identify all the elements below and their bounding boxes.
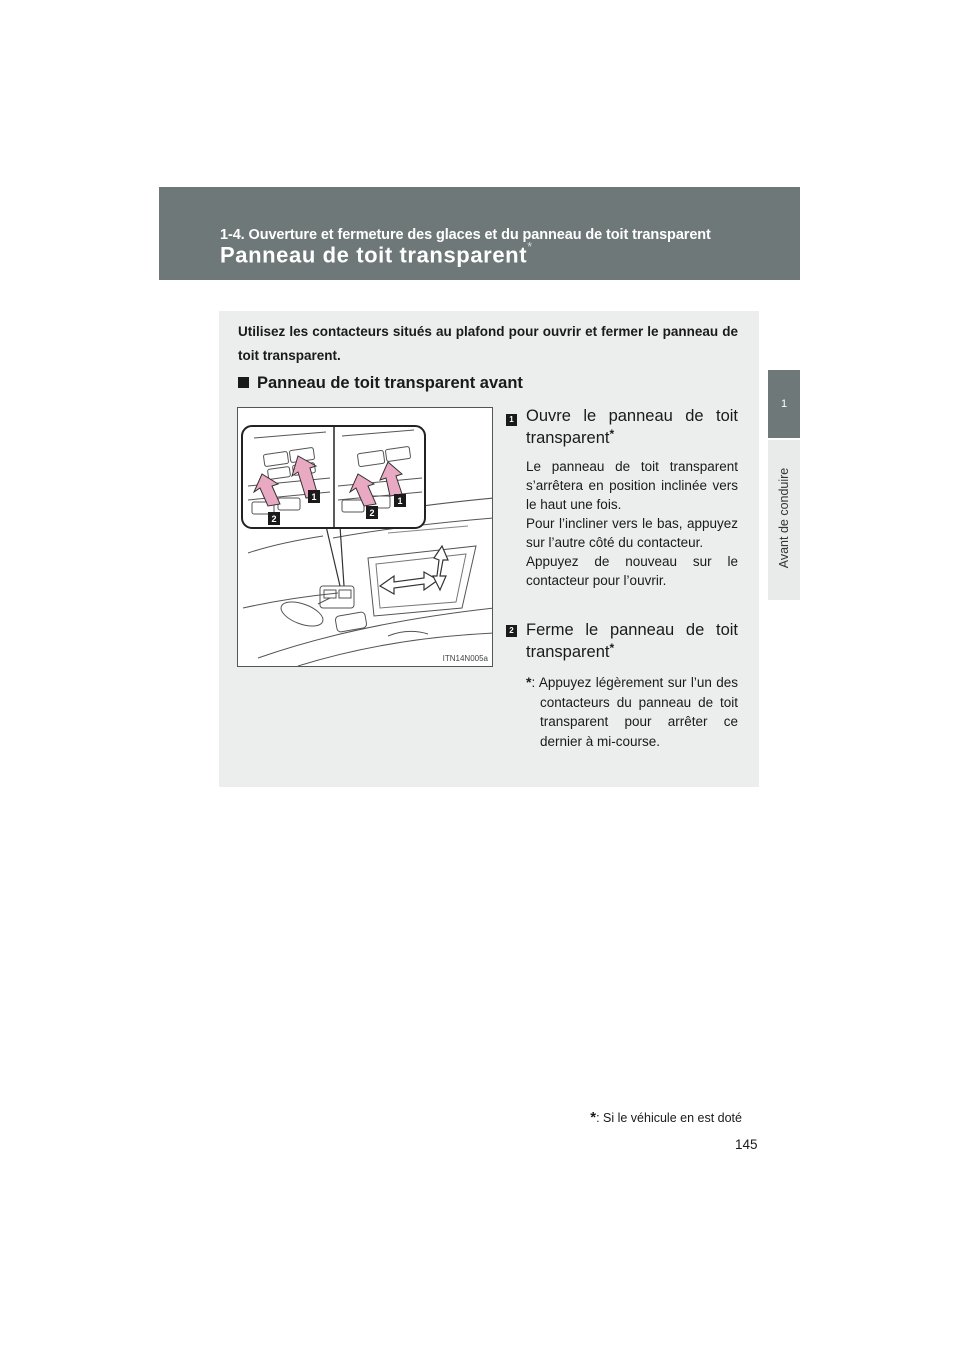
page-title-text: Panneau de toit transparent (220, 242, 528, 268)
page-number: 145 (735, 1137, 758, 1152)
sunroof-switch-illustration (237, 407, 493, 667)
square-bullet-icon (238, 377, 249, 388)
item-2-note-body (526, 673, 738, 751)
footnote-mark: * (590, 1109, 597, 1126)
callout-1-right: 1 (397, 496, 403, 506)
chapter-tab-label: Avant de conduire (777, 467, 791, 569)
item-1-title-text: Ouvre le panneau de toit transparent (526, 407, 738, 447)
chapter-header (159, 187, 800, 280)
item-2-title-text: Ferme le panneau de toit transparent (526, 621, 738, 661)
item-1-description-line: Le panneau de toit transparent s’arrêtera en position inclinée vers le haut une fois. (526, 459, 738, 512)
item-2-mark: * (609, 641, 615, 655)
item-1-title (526, 405, 738, 449)
item-2-note (526, 673, 738, 751)
item-1-number: 1 (506, 414, 517, 426)
subheading-text: Panneau de toit transparent avant (257, 374, 523, 392)
illustration-svg (238, 408, 493, 667)
chapter-tab-number: 1 (768, 370, 800, 438)
optional-equipment-mark: * (527, 239, 533, 254)
item-1-description (526, 457, 738, 590)
footnote (590, 1109, 742, 1126)
item-2-number: 2 (506, 625, 517, 637)
section-title: 1-4. Ouverture et fermeture des glaces et du panneau de toit transparent (220, 227, 711, 243)
item-1-description-line: Pour l’incliner vers le bas, appuyez sur l’autre côté du contacteur. (526, 516, 738, 550)
intro-paragraph: Utilisez les contacteurs situés au plafond pour ouvrir et fermer le panneau de toit transparent. (238, 324, 738, 363)
figure-code: ITN14N005a (442, 654, 488, 663)
item-1-description-line: Appuyez de nouveau sur le contacteur pour l’ouvrir. (526, 554, 738, 588)
item-2-note-mark: * (526, 674, 532, 690)
callout-2-right: 2 (369, 508, 375, 518)
page-title (220, 239, 533, 268)
item-2-title (526, 619, 738, 663)
subheading (238, 374, 523, 393)
callout-2-left: 2 (271, 514, 277, 524)
item-1-mark: * (609, 427, 615, 441)
callout-1-left: 1 (311, 492, 317, 502)
footnote-text: : Si le véhicule en est doté (596, 1111, 742, 1125)
item-2-note-text: : Appuyez légèrement sur l’un des contacteurs du panneau de toit transparent pour arrêter ce dernier à mi-course. (531, 675, 738, 749)
